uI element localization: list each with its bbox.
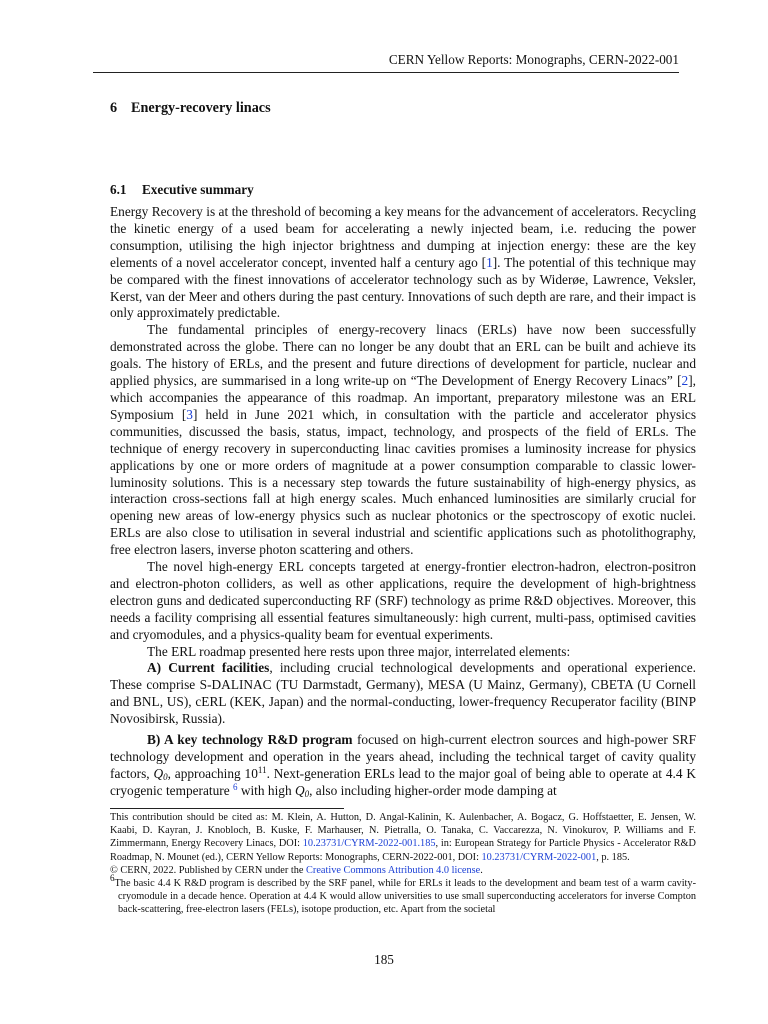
bold-lead: B) A key technology R&D program	[147, 732, 353, 748]
license-link[interactable]: Creative Commons Attribution 4.0 license	[306, 864, 481, 876]
citation-link[interactable]: 2	[681, 373, 689, 389]
bold-lead: A) Current facilities	[147, 660, 270, 676]
footnote-6	[110, 873, 696, 917]
citation-link[interactable]: 3	[186, 406, 193, 422]
footnote-marker[interactable]: 6	[233, 781, 238, 792]
text-run: , in: European Strategy for Particle Physics - Accelerator R&D Roadmap, N. Mounet (ed.), CERN Yellow Reports: Monographs, CERN-2022-001, DOI:	[110, 838, 696, 863]
section-heading	[110, 100, 271, 117]
text-run: , approaching 10	[167, 765, 258, 781]
exponent: 11	[257, 764, 267, 775]
math-subscript: 0	[304, 788, 310, 799]
text-run: © CERN, 2022. Published by CERN under the	[110, 864, 307, 876]
text-run: The fundamental principles of energy-recovery linacs (ERLs) have now been successfully demonstrated across the globe. There can no longer be any doubt that an ERL can be built and achieve its goals. The history of ERLs, and the present and future directions of development for particle, nuclear and applied physics, are summarised in a long write-up on “The Development of Energy Recovery Linacs” [	[110, 322, 696, 389]
math-symbol: Q	[153, 765, 164, 781]
citation-footnote	[110, 811, 696, 864]
text-run: Energy Recovery is at the threshold of becoming a key means for the advancement of accelerators. Recycling the kinetic energy of a used beam for accelerating a newly injected beam, i.e. reducing the power consumption, utilising the high injector brightness and dumping at injection energy: these are the key elements of a novel accelerator concept, invented half a century ago [	[110, 204, 696, 270]
math-subscript: 0	[163, 771, 168, 782]
text-run: , p. 185.	[596, 851, 630, 863]
text-run: ] held in June 2021 which, in consultation with the particle and accelerator physics communities, discussed the basis, status, impact, technology, and prospects of the field of ERLs. The technique of energy recovery in superconducting linac cavities promises a luminosity increase for physics applications by one or more orders of magnitude at a power consumption comparable to classic lower-luminosity solutions. This is a necessary step towards the future sustainability of high-energy physics, as interaction cross-sections fall at high energy scales. Much enhanced luminosities are similarly crucial for opening new areas of low-energy physics such as nuclear photonics or the spectroscopy of exotic nuclei. ERLs are also close to utilisation in several industrial and scientific applications such as photolithography, free electron lasers, inverse photon scattering and others.	[110, 406, 697, 558]
paragraph-5	[110, 660, 696, 728]
text-run: , including crucial technological developments and operational experience. These comprise S-DALINAC (TU Darmstadt, Germany), MESA (U Mainz, Germany), CBETA (U Cornell and BNL, US), cERL (KEK, Japan) and the normal-conducting, lower-frequency Recuperator facility (BINP Novosibirsk, Russia).	[110, 660, 696, 727]
text-run: ], which accompanies the appearance of this roadmap. An important, preparatory milestone was an ERL Symposium [	[110, 373, 696, 422]
text-run: This contribution should be cited as: M. Klein, A. Hutton, D. Angal-Kalinin, K. Aulenbacher, A. Bogacz, G. Hoffstaetter, E. Jensen, W. Kaabi, D. Kayran, J. Knobloch, B. Kuske, F. Marhauser, N. Pietralla, O. Tanaka, C. Vaccarezza, N. Vinokurov, P. Williams and F. Zimmermann, Energy Recovery Linacs, DOI:	[110, 812, 696, 850]
paragraph-3: The novel high-energy ERL concepts targeted at energy-frontier electron-hadron, electron-positron and electron-photon colliders, as well as other applications, require the development of high-brightness electron guns and dedicated superconducting RF (SRF) technology as prime R&D objectives. Moreover, this needs a facility comprising all essential features simultaneously: high current, multi-pass, optimised cavities and cryomodules, and a physics-quality beam for eventual experiments.	[110, 559, 696, 642]
math-symbol: Q	[294, 782, 305, 798]
section-title: Energy-recovery linacs	[131, 100, 271, 116]
text-run: ]. The potential of this technique may be compared with the finest innovations of accelerator technology such as by Widerøe, Lawrence, Veksler, Kerst, van der Meer and others during the past century. Innovations of such depth are rare, and their impact is only approximately predictable.	[110, 254, 697, 321]
citation-link[interactable]: 1	[486, 254, 493, 270]
paragraph-6	[110, 732, 696, 800]
subsection-title: Executive summary	[142, 182, 254, 197]
math-q0	[153, 766, 167, 781]
body-text	[110, 204, 696, 800]
page-number: 185	[374, 952, 394, 967]
doi-link[interactable]: 10.23731/CYRM-2022-001	[481, 851, 597, 863]
doi-link[interactable]: 10.23731/CYRM-2022-001.185	[302, 838, 436, 850]
subsection-number: 6.1	[110, 182, 127, 197]
math-q0	[295, 783, 309, 798]
paragraph-2	[110, 322, 696, 559]
text-run: . Next-generation ERLs lead to the major goal of being able to operate at 4.4 K cryogenic temperature	[110, 765, 696, 798]
footnotes	[110, 811, 696, 917]
section-number: 6	[110, 100, 118, 116]
text-run: with high	[237, 782, 295, 798]
text-run: , also including higher-order mode damping at	[309, 782, 557, 798]
running-header: CERN Yellow Reports: Monographs, CERN-2022-001	[93, 51, 679, 73]
paragraph-4: The ERL roadmap presented here rests upon three major, interrelated elements:	[147, 643, 571, 659]
subsection-heading	[110, 182, 254, 198]
paragraph-1	[110, 204, 696, 322]
footnote-number: 6	[110, 873, 115, 884]
footnote-rule	[110, 808, 344, 809]
text-run: .	[480, 864, 483, 876]
copyright-notice	[110, 864, 696, 877]
text-run: focused on high-current electron sources and high-power SRF technology development and operation in the years ahead, including the technical target of cavity quality factors,	[110, 732, 696, 781]
text-run: The basic 4.4 K R&D program is described by the SRF panel, while for ERLs it leads to the development and beam test of a warm cavity-cryomodule in a decade hence. Operation at 4.4 K would allow universities to use small superconducting accelerators for inverse Compton back-scattering, free-electron lasers (FELs), isotope production, etc. Apart from the societal	[114, 878, 696, 916]
